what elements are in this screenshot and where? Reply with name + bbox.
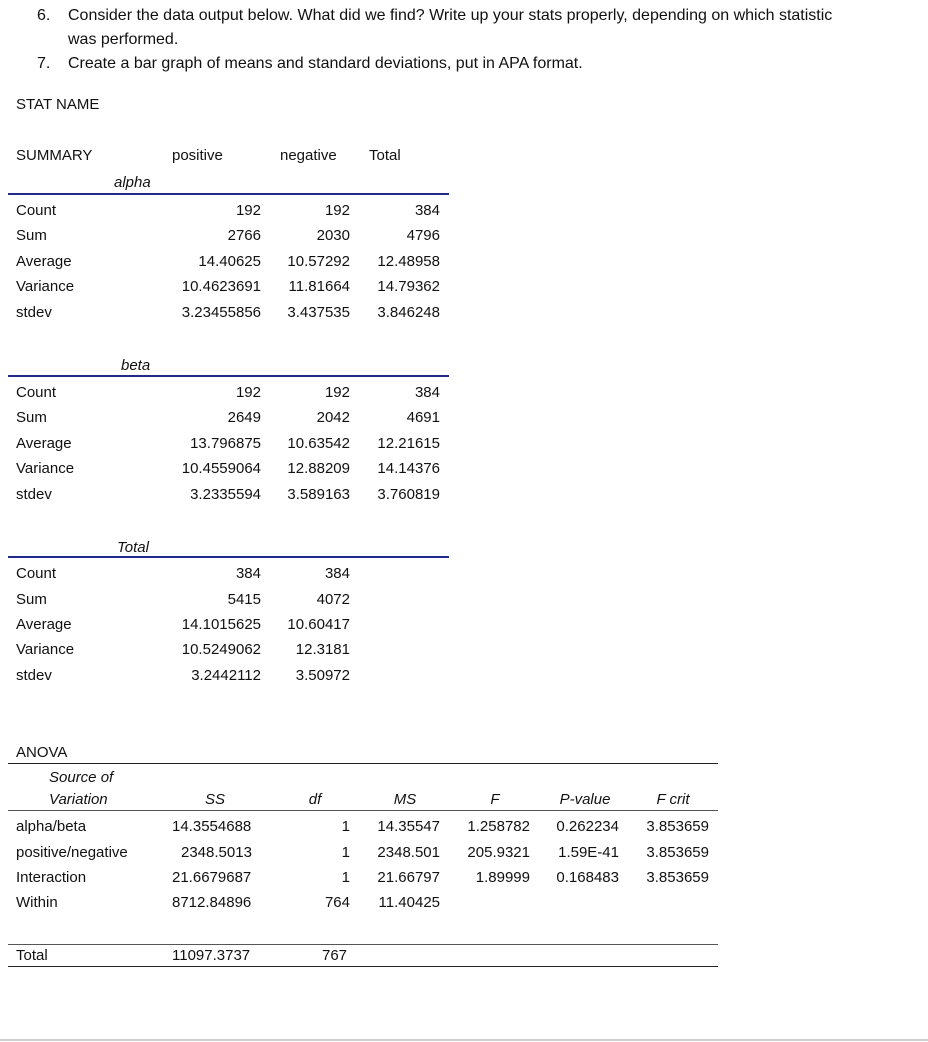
- anova-f: 1.258782: [467, 818, 530, 835]
- anova-top-rule: [8, 763, 718, 764]
- anova-header-f: F: [490, 791, 500, 808]
- anova-source-label-2: Variation: [49, 791, 108, 808]
- anova-header-pvalue: P-value: [559, 791, 611, 808]
- cell-value: 12.3181: [295, 641, 350, 658]
- cell-value: 14.1015625: [181, 616, 261, 633]
- group-rule-total: [8, 556, 449, 558]
- anova-source-label-1: Source of: [49, 769, 114, 786]
- anova-bottom-rule: [8, 966, 718, 967]
- cell-value: 10.4559064: [181, 460, 261, 477]
- question-6: [37, 4, 917, 52]
- question-7-text: Create a bar graph of means and standard deviations, put in APA format.: [68, 55, 583, 72]
- cell-value: 192: [324, 384, 350, 401]
- anova-fcrit: 3.853659: [646, 844, 709, 861]
- anova-ss: 8712.84896: [172, 894, 252, 911]
- cell-value: 10.63542: [287, 435, 350, 452]
- summary-header-negative: negative: [280, 147, 337, 164]
- cell-value: 10.5249062: [181, 641, 261, 658]
- anova-source: positive/negative: [16, 844, 128, 861]
- anova-f: 205.9321: [467, 844, 530, 861]
- cell-value: 12.21615: [377, 435, 440, 452]
- row-label: Sum: [16, 591, 47, 608]
- anova-ms: 11.40425: [378, 894, 440, 911]
- group-rule-alpha: [8, 193, 449, 195]
- anova-header-ms: MS: [393, 791, 417, 808]
- question-6-text-line1: Consider the data output below. What did we find? Write up your stats properly, depending on which statistic: [68, 7, 833, 24]
- anova-title: ANOVA: [16, 744, 68, 761]
- cell-value: 13.796875: [190, 435, 261, 452]
- group-label-alpha: alpha: [114, 174, 151, 191]
- cell-value: 384: [414, 202, 440, 219]
- anova-pvalue: 0.262234: [556, 818, 619, 835]
- cell-value: 384: [324, 565, 350, 582]
- summary-header-total: Total: [369, 147, 401, 164]
- cell-value: 12.48958: [377, 253, 440, 270]
- anova-df: 1: [341, 869, 350, 886]
- group-label-beta: beta: [121, 357, 151, 374]
- cell-value: 3.50972: [295, 667, 350, 684]
- cell-value: 3.846248: [377, 304, 440, 321]
- cell-value: 192: [235, 384, 261, 401]
- question-7-number: 7.: [37, 55, 51, 72]
- anova-total-ss: 11097.3737: [172, 947, 251, 964]
- group-rule-beta: [8, 375, 449, 377]
- page-bottom-divider: [0, 1039, 928, 1041]
- anova-fcrit: 3.853659: [646, 869, 709, 886]
- cell-value: 2030: [316, 227, 350, 244]
- anova-header-ss: SS: [204, 791, 225, 808]
- cell-value: 192: [324, 202, 350, 219]
- row-label: stdev: [16, 486, 52, 503]
- anova-total-source: Total: [16, 947, 48, 964]
- group-label-total: Total: [117, 539, 149, 556]
- anova-source: Interaction: [16, 869, 87, 886]
- summary-title: SUMMARY: [16, 147, 93, 164]
- stat-name-label: STAT NAME: [16, 96, 100, 113]
- row-label: Average: [16, 253, 72, 270]
- anova-header-df: df: [308, 791, 322, 808]
- anova-ms: 21.66797: [377, 869, 440, 886]
- row-label: Average: [16, 435, 72, 452]
- cell-value: 384: [235, 565, 261, 582]
- row-label: Sum: [16, 227, 47, 244]
- cell-value: 3.760819: [377, 486, 440, 503]
- anova-ss: 21.6679687: [172, 869, 252, 886]
- cell-value: 3.23455856: [181, 304, 261, 321]
- cell-value: 14.14376: [377, 460, 440, 477]
- anova-f: 1.89999: [475, 869, 530, 886]
- question-6-text-line2: was performed.: [68, 31, 179, 48]
- cell-value: 12.88209: [287, 460, 350, 477]
- cell-value: 3.589163: [287, 486, 350, 503]
- cell-value: 2042: [316, 409, 350, 426]
- question-7: [37, 52, 917, 76]
- anova-df: 764: [324, 894, 350, 911]
- cell-value: 2766: [227, 227, 261, 244]
- anova-header-fcrit: F crit: [656, 791, 690, 808]
- anova-df: 1: [341, 818, 350, 835]
- cell-value: 10.57292: [287, 253, 350, 270]
- anova-pvalue: 0.168483: [556, 869, 619, 886]
- anova-ms: 2348.501: [377, 844, 440, 861]
- anova-pvalue: 1.59E-41: [558, 844, 619, 861]
- cell-value: 3.437535: [287, 304, 350, 321]
- cell-value: 14.40625: [198, 253, 261, 270]
- row-label: Variance: [16, 278, 75, 295]
- row-label: Count: [16, 565, 57, 582]
- cell-value: 3.2442112: [191, 667, 261, 684]
- row-label: Sum: [16, 409, 47, 426]
- row-label: Count: [16, 384, 57, 401]
- cell-value: 11.81664: [288, 278, 350, 295]
- cell-value: 4691: [406, 409, 440, 426]
- cell-value: 384: [414, 384, 440, 401]
- anova-source: alpha/beta: [16, 818, 87, 835]
- cell-value: 4072: [316, 591, 350, 608]
- anova-df: 1: [341, 844, 350, 861]
- summary-header-positive: positive: [172, 147, 223, 164]
- row-label: Variance: [16, 641, 75, 658]
- cell-value: 192: [235, 202, 261, 219]
- row-label: Count: [16, 202, 57, 219]
- anova-fcrit: 3.853659: [646, 818, 709, 835]
- anova-total-rule: [8, 944, 718, 945]
- anova-ss: 14.3554688: [172, 818, 252, 835]
- row-label: stdev: [16, 667, 52, 684]
- cell-value: 10.60417: [287, 616, 350, 633]
- cell-value: 3.2335594: [190, 486, 261, 503]
- row-label: Variance: [16, 460, 75, 477]
- anova-ss: 2348.5013: [181, 844, 252, 861]
- anova-ms: 14.35547: [377, 818, 440, 835]
- question-6-number: 6.: [37, 7, 51, 24]
- anova-source: Within: [16, 894, 58, 911]
- cell-value: 5415: [227, 591, 261, 608]
- row-label: stdev: [16, 304, 52, 321]
- cell-value: 4796: [406, 227, 440, 244]
- row-label: Average: [16, 616, 72, 633]
- anova-header-rule: [8, 810, 718, 811]
- cell-value: 10.4623691: [181, 278, 261, 295]
- anova-total-df: 767: [322, 947, 348, 964]
- cell-value: 14.79362: [377, 278, 440, 295]
- cell-value: 2649: [227, 409, 261, 426]
